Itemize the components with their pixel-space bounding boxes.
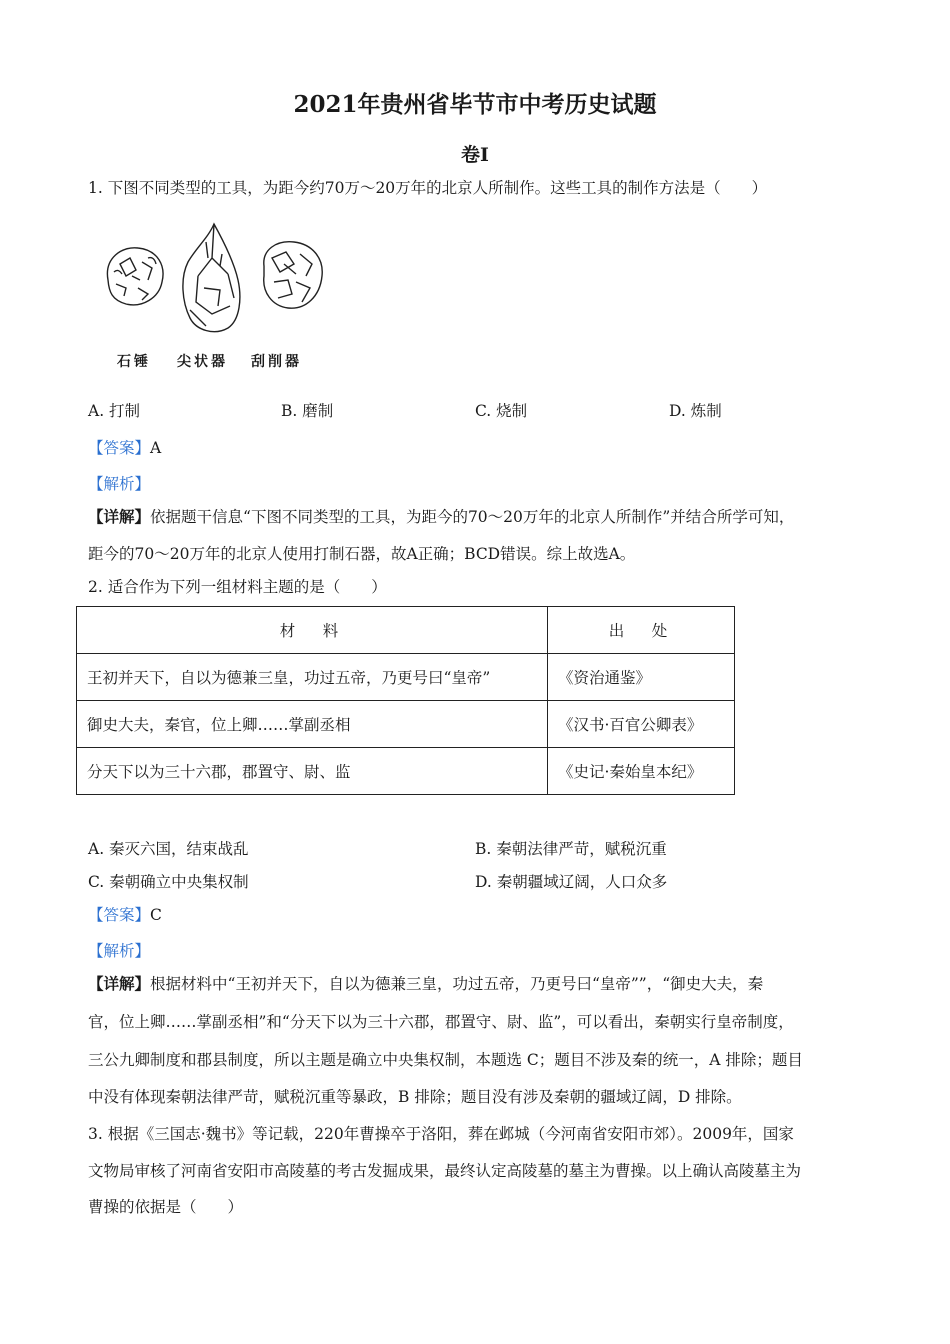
q2-detail-text-1: 根据材料中“王初并天下，自以为德兼三皇，功过五帝，乃更号曰“皇帝””，“御史大夫，秦: [150, 975, 764, 993]
table-cell-material: 王初并天下，自以为德兼三皇，功过五帝，乃更号曰“皇帝”: [77, 654, 548, 701]
q2-answer: [88, 905, 162, 925]
q1-detail-line-2: 距今的70～20万年的北京人使用打制石器，故A正确；BCD错误。综上故选A。: [88, 545, 636, 563]
table-row: [77, 654, 735, 701]
caption-stone-hammer: 石锤: [117, 354, 151, 370]
q2-stem: 2. 适合作为下列一组材料主题的是（ ）: [88, 578, 387, 596]
q3-line-1: 3. 根据《三国志·魏书》等记载，220年曹操卒于洛阳，葬在邺城（今河南省安阳市郊）。2009年，国家: [88, 1125, 794, 1143]
table-cell-source: 《汉书·百官公卿表》: [548, 701, 735, 748]
q2-option-b: B. 秦朝法律严苛，赋税沉重: [475, 840, 667, 858]
caption-scraper: 刮削器: [251, 354, 302, 370]
table-header-row: [77, 607, 735, 654]
q1-answer-tag: 【答案】: [88, 439, 151, 457]
q1-option-c: C. 烧制: [475, 402, 528, 420]
q1-answer: [88, 438, 161, 458]
q2-detail-line-1: [88, 974, 763, 994]
table-header-source: 出 处: [548, 607, 735, 654]
q1-option-a: A. 打制: [88, 402, 141, 420]
table-cell-source: 《资治通鉴》: [548, 654, 735, 701]
table-row: [77, 701, 735, 748]
stone-hammer-icon: [107, 248, 163, 305]
table-cell-material: 分天下以为三十六郡，郡置守、尉、监: [77, 748, 548, 795]
table-cell-source: 《史记·秦始皇本纪》: [548, 748, 735, 795]
q2-option-d: D. 秦朝疆域辽阔，人口众多: [475, 873, 668, 891]
material-table: [76, 606, 735, 795]
stone-tools-illustration: [96, 218, 336, 348]
q1-detail-line-1: [88, 507, 794, 527]
section-heading: 卷Ⅰ: [461, 144, 489, 166]
q2-detail-line-4: 中没有体现秦朝法律严苛，赋税沉重等暴政，B 排除；题目没有涉及秦朝的疆域辽阔，D 排除。: [88, 1088, 742, 1106]
table-row: [77, 748, 735, 795]
q2-analysis: [88, 941, 150, 961]
scraper-icon: [264, 242, 322, 308]
table-cell-material: 御史大夫，秦官，位上卿……掌副丞相: [77, 701, 548, 748]
q3-line-3: 曹操的依据是（ ）: [88, 1198, 244, 1216]
q1-detail-tag: 【详解】: [88, 507, 151, 526]
q1-analysis: [88, 474, 150, 494]
q3-line-2: 文物局审核了河南省安阳市高陵墓的考古发掘成果，最终认定高陵墓的墓主为曹操。以上确认高陵墓主为: [88, 1162, 802, 1180]
table-header-material: 材 料: [77, 607, 548, 654]
q2-answer-tag: 【答案】: [88, 906, 151, 924]
q2-option-c: C. 秦朝确立中央集权制: [88, 873, 249, 891]
q1-stem: 1. 下图不同类型的工具，为距今约70万～20万年的北京人所制作。这些工具的制作方法是（ ）: [88, 179, 768, 197]
q2-detail-line-2: 官，位上卿……掌副丞相”和“分天下以为三十六郡，郡置守、尉、监”，可以看出，秦朝实行皇帝制度，: [88, 1013, 794, 1031]
q2-analysis-tag: 【解析】: [88, 942, 151, 960]
q2-detail-tag: 【详解】: [88, 974, 151, 993]
q1-option-b: B. 磨制: [281, 402, 334, 420]
q1-option-d: D. 炼制: [669, 402, 722, 420]
q1-answer-value: A: [150, 439, 162, 457]
q2-detail-line-3: 三公九卿制度和郡县制度，所以主题是确立中央集权制，本题选 C；题目不涉及秦的统一，A 排除；题目: [88, 1051, 803, 1069]
pointed-tool-icon: [183, 224, 240, 332]
page-title: 2021年贵州省毕节市中考历史试题: [293, 91, 657, 118]
q2-answer-value: C: [150, 906, 162, 924]
q1-detail-text-1: 依据题干信息“下图不同类型的工具，为距今的70～20万年的北京人所制作”并结合所学可知，: [150, 508, 795, 526]
q1-analysis-tag: 【解析】: [88, 475, 151, 493]
q2-option-a: A. 秦灭六国，结束战乱: [88, 840, 249, 858]
caption-pointed-tool: 尖状器: [177, 354, 228, 370]
